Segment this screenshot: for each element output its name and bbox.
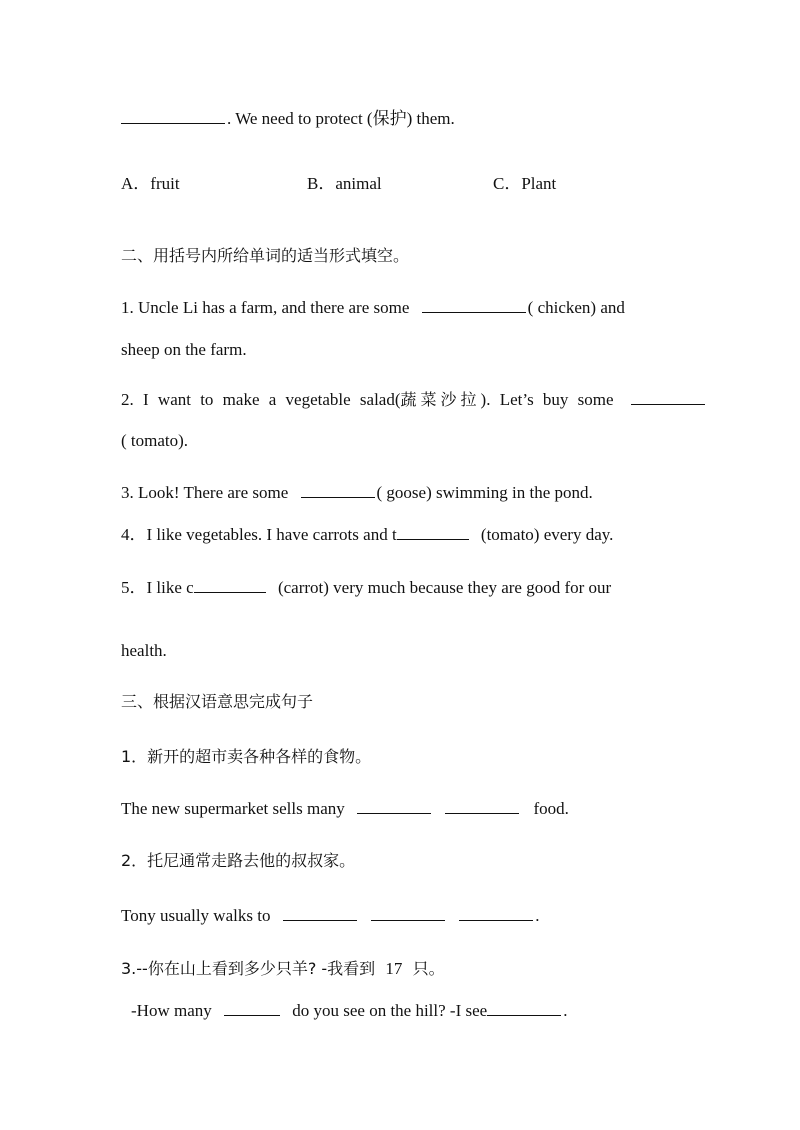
s2-q1-text-a: 1. Uncle Li has a farm, and there are some [121,298,410,317]
s3-q2-chinese: 2．托尼通常走路去他的叔叔家。 [121,851,356,870]
s3-q2-line [121,907,539,924]
s2-q4-text-b: (tomato) every day. [480,525,614,544]
s2-q5-text-b: (carrot) very much because they are good for our [277,578,612,597]
option-a[interactable]: A．fruit [121,174,180,193]
answer-blank[interactable] [445,812,519,814]
s3-q3-text-a: -How many [131,1001,212,1020]
s2-q2-text-a: 2. I want to make a vegetable salad( [121,390,401,409]
section2-heading: 二、用括号内所给单词的适当形式填空。 [121,246,410,265]
s2-q5-line2: health. [121,641,167,660]
answer-blank[interactable] [224,1014,280,1016]
answer-blank[interactable] [283,919,357,921]
s2-q1-line1 [121,299,625,316]
answer-blank[interactable] [301,496,375,498]
answer-blank[interactable] [397,538,469,540]
s2-q5-text-a: 5．I like c [121,578,194,597]
answer-blank[interactable] [371,919,445,921]
s3-q3-line [131,1002,567,1019]
answer-blank[interactable] [631,403,705,405]
s2-q5-line1 [121,579,611,596]
s2-q4-line [121,526,613,543]
answer-blank[interactable] [487,1014,561,1016]
s2-q2-text-b: ). Let’s buy some [480,390,614,409]
s3-q1-chinese: 1．新开的超市卖各种各样的食物。 [121,747,372,766]
s2-q1-text-b: ( chicken) and [527,298,625,317]
s3-q2-text-a: Tony usually walks to [121,906,271,925]
answer-blank[interactable] [459,919,533,921]
option-b[interactable]: B．animal [307,174,382,193]
s3-q3-chinese-line [121,960,445,977]
s3-q1-line [121,800,569,817]
section3-heading: 三、根据汉语意思完成句子 [121,692,314,711]
s3-q1-text-a: The new supermarket sells many [121,799,345,818]
s3-q1-text-b: food. [533,799,569,818]
answer-blank[interactable] [121,122,225,124]
answer-blank[interactable] [194,591,266,593]
s2-q3-text-a: 3. Look! There are some [121,483,289,502]
answer-blank[interactable] [422,311,526,313]
s2-q2-line1 [121,391,707,408]
s2-q3-line [121,484,593,501]
s3-q3-chinese-number: 17 [385,959,403,978]
s3-q2-text-b: . [535,906,540,925]
s3-q3-chinese-a: 3.--你在山上看到多少只羊? -我看到 [121,959,376,978]
option-c[interactable]: C．Plant [493,174,557,193]
s2-q2-line2: ( tomato). [121,431,189,450]
s2-q2-chinese: 蔬菜沙拉 [400,390,481,409]
s2-q1-line2: sheep on the farm. [121,340,247,359]
s3-q3-text-c: . [563,1001,568,1020]
s3-q3-text-b: do you see on the hill? -I see [292,1001,488,1020]
s2-q4-text-a: 4．I like vegetables. I have carrots and t [121,525,397,544]
prev-question-line [121,110,455,127]
answer-blank[interactable] [357,812,431,814]
prev-question-text: . We need to protect (保护) them. [227,109,455,128]
s3-q3-chinese-b: 只。 [412,959,445,978]
s2-q3-text-b: ( goose) swimming in the pond. [376,483,593,502]
